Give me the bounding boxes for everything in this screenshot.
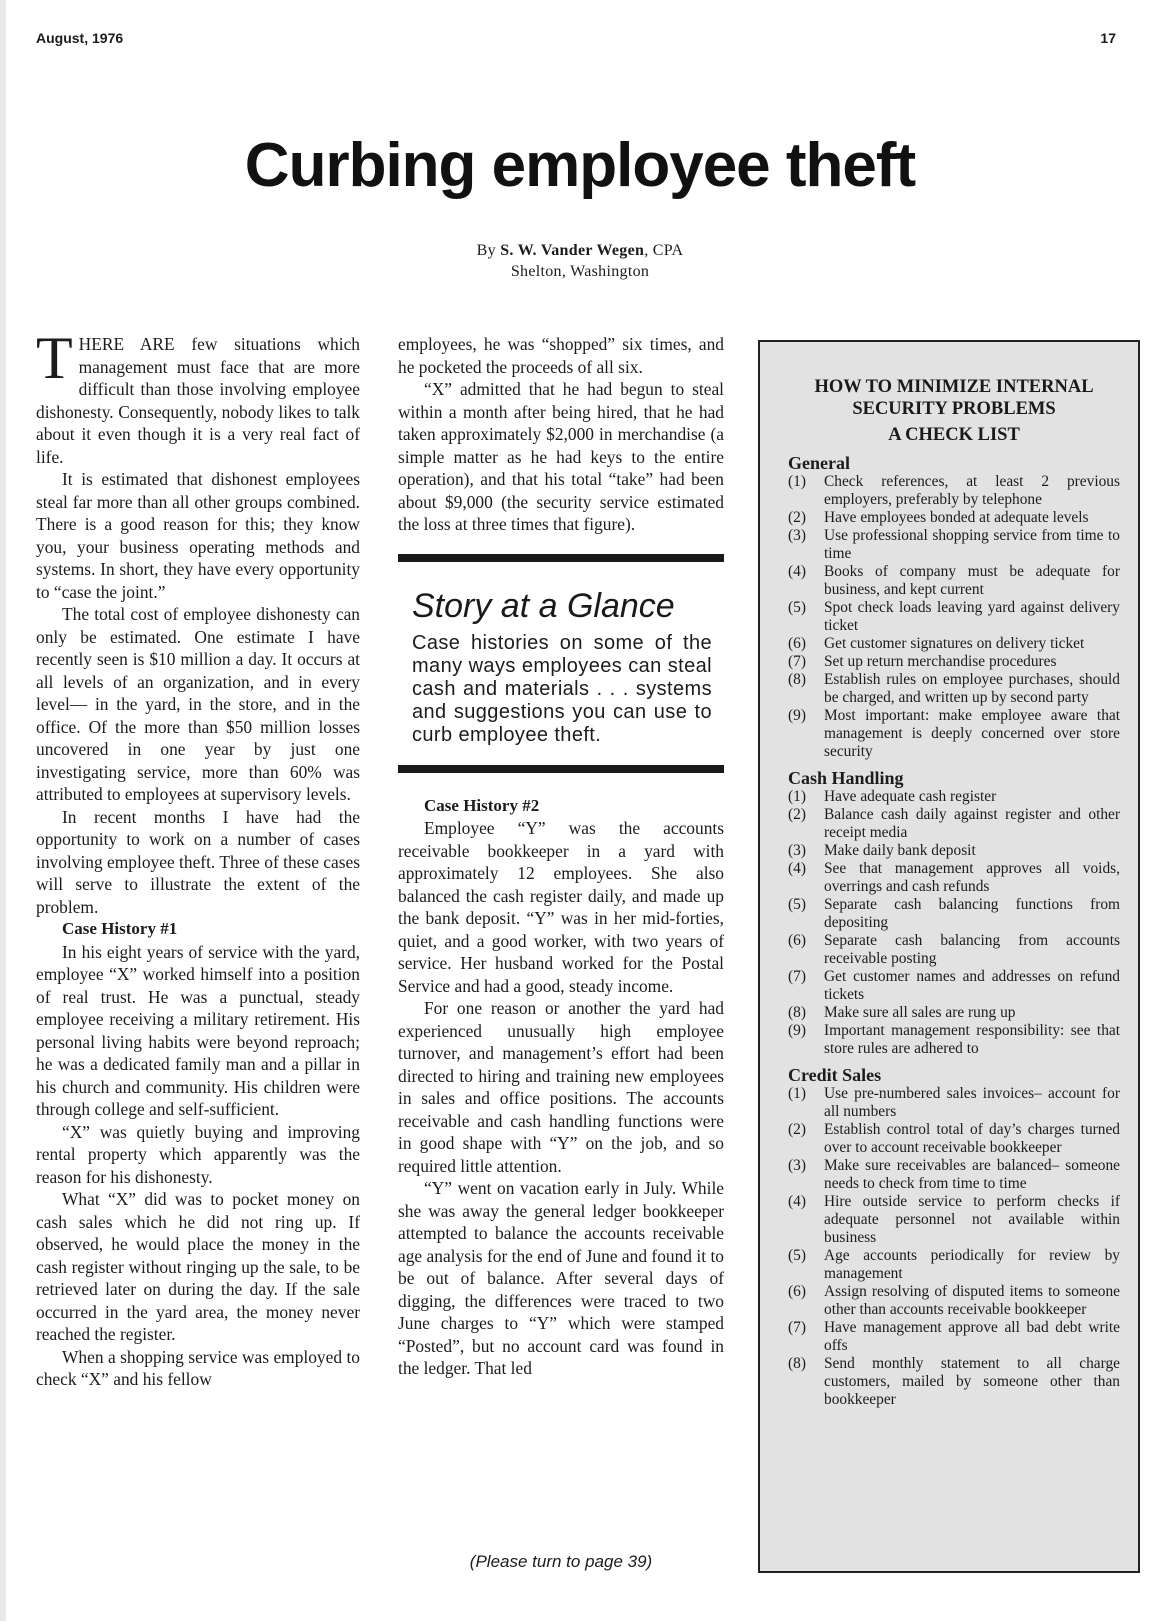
checklist-item-number: (8) xyxy=(788,1355,806,1372)
checklist-item-number: (3) xyxy=(788,1157,806,1174)
checklist-item xyxy=(788,860,1120,896)
case-history-1-heading: Case History #1 xyxy=(62,919,178,938)
glance-title: Story at a Glance xyxy=(412,586,675,625)
checklist-item-number: (4) xyxy=(788,860,806,877)
drop-cap: T xyxy=(36,325,73,391)
checklist-item-text: Get customer signatures on delivery ticket xyxy=(824,635,1085,652)
body-paragraph: In recent months I have had the opportunity to work on a number of cases involving employee theft. Three of these cases will serve to illustrate the extent of the problem. xyxy=(36,806,360,917)
checklist-item xyxy=(788,1121,1120,1157)
checklist-item xyxy=(788,563,1120,599)
body-paragraph: For one reason or another the yard had experienced unusually high employee turnover, and management’s effort had been directed to hiring and training new employees in sales and office positions. The accounts receivable and cash handling functions were in good shape with “Y” on the job, and so required little attention. xyxy=(398,998,724,1176)
checklist-item-number: (6) xyxy=(788,932,806,949)
running-head xyxy=(36,30,1116,46)
issue-date: August, 1976 xyxy=(36,30,124,46)
body-paragraph: When a shopping service was employed to check “X” and his fellow xyxy=(36,1346,360,1389)
checklist-item xyxy=(788,1319,1120,1355)
checklist-item xyxy=(788,1247,1120,1283)
checklist-item xyxy=(788,707,1120,761)
checklist-sidebar xyxy=(758,340,1140,1573)
checklist-item-number: (8) xyxy=(788,671,806,688)
checklist-item-number: (7) xyxy=(788,968,806,985)
checklist-item-text: Spot check loads leaving yard against delivery ticket xyxy=(824,599,1120,634)
checklist-item xyxy=(788,1283,1120,1319)
checklist-item-number: (8) xyxy=(788,1004,806,1021)
checklist-item-number: (7) xyxy=(788,1319,806,1336)
checklist-item-text: Check references, at least 2 previous employers, preferably by telephone xyxy=(824,473,1120,508)
checklist-item-number: (4) xyxy=(788,1193,806,1210)
checklist-item-text: Have management approve all bad debt write offs xyxy=(824,1319,1120,1354)
checklist-item-number: (6) xyxy=(788,1283,806,1300)
checklist-item xyxy=(788,671,1120,707)
checklist-section-heading: Credit Sales xyxy=(788,1065,882,1085)
checklist-item-number: (9) xyxy=(788,707,806,724)
glance-top-rule xyxy=(398,554,724,562)
checklist-item-text: Establish rules on employee purchases, should be charged, and written up by second party xyxy=(824,671,1120,706)
glance-bottom-rule xyxy=(398,765,724,773)
checklist-item xyxy=(788,1193,1120,1247)
checklist-item-text: Use professional shopping service from time to time xyxy=(824,527,1120,562)
glance-text: Case histories on some of the many ways employees can steal cash and materials . . . systems and suggestions you can use to curb employee theft. xyxy=(412,631,712,746)
checklist-item-text: Balance cash daily against register and other receipt media xyxy=(824,806,1120,841)
checklist-item-text: Important management responsibility: see that store rules are adhered to xyxy=(824,1022,1120,1057)
checklist-item-text: Assign resolving of disputed items to someone other than accounts receivable bookkeeper xyxy=(824,1283,1120,1318)
checklist-item-text: Establish control total of day’s charges turned over to account receivable bookkeeper xyxy=(824,1121,1120,1156)
checklist-title-line2: SECURITY PROBLEMS xyxy=(852,399,1056,419)
checklist-item-text: Books of company must be adequate for business, and kept current xyxy=(824,563,1120,598)
checklist-item-number: (2) xyxy=(788,806,806,823)
checklist-item xyxy=(788,509,1120,527)
checklist-item-text: Separate cash balancing functions from depositing xyxy=(824,896,1120,931)
checklist-item-text: Most important: make employee aware that management is deeply concerned over store security xyxy=(824,707,1120,760)
byline-prefix: By xyxy=(476,242,501,259)
checklist-item-number: (7) xyxy=(788,653,806,670)
body-paragraph: “X” was quietly buying and improving rental property which apparently was the reason for his dishonesty. xyxy=(36,1121,360,1187)
author-name: S. W. Vander Wegen xyxy=(500,242,645,259)
body-paragraph: “X” admitted that he had begun to steal within a month after being hired, that he had taken approximately $2,000 in merchandise (a simple matter as he had keys to the entire operation), and that his total “take” had been about $9,000 (the security service estimated the loss at three times that figure). xyxy=(398,379,724,534)
body-paragraph: It is estimated that dishonest employees steal far more than all other groups combined. There is a good reason for this; they know you, your business operating methods and systems. In short, they have every opportunity to “case the joint.” xyxy=(36,469,360,602)
checklist-item xyxy=(788,1157,1120,1193)
checklist-item xyxy=(788,653,1120,671)
checklist-section-heading: Cash Handling xyxy=(788,768,904,788)
checklist-item-text: Make sure all sales are rung up xyxy=(824,1004,1016,1021)
body-paragraph: “Y” went on vacation early in July. While she was away the general ledger bookkeeper attempted to balance the accounts receivable age analysis for the end of June and found it to be out of balance. After several days of digging, the differences were traced to two June charges to “Y” which were stamped “Posted”, but no account card was found in the ledger. That led xyxy=(398,1178,724,1378)
checklist-item-number: (5) xyxy=(788,599,806,616)
checklist-item-text: Separate cash balancing from accounts receivable posting xyxy=(824,932,1120,967)
checklist-item-number: (2) xyxy=(788,1121,806,1138)
continued-notice: (Please turn to page 39) xyxy=(469,1552,653,1571)
checklist-item-number: (9) xyxy=(788,1022,806,1039)
body-paragraph: In his eight years of service with the yard, employee “X” worked himself into a position of real trust. He was a punctual, steady employee receiving a military retirement. His personal living habits were beyond reproach; he was a dedicated family man and a pillar in his church and community. His children were through college and self-sufficient. xyxy=(36,941,360,1119)
checklist-item-text: Use pre-numbered sales invoices– account for all numbers xyxy=(824,1085,1120,1120)
checklist-item-text: Age accounts periodically for review by management xyxy=(824,1247,1120,1282)
checklist-item xyxy=(788,896,1120,932)
left-column xyxy=(36,325,360,1391)
checklist-item-text: Get customer names and addresses on refund tickets xyxy=(824,968,1120,1003)
checklist-item xyxy=(788,1355,1120,1409)
checklist-item xyxy=(788,1004,1120,1022)
checklist-item-number: (1) xyxy=(788,473,806,490)
middle-column xyxy=(398,333,724,1380)
checklist-subtitle: A CHECK LIST xyxy=(888,425,1020,445)
checklist-sections xyxy=(788,454,1120,1409)
checklist-item-number: (6) xyxy=(788,635,806,652)
byline xyxy=(0,240,1160,282)
case-history-2-heading: Case History #2 xyxy=(424,795,540,815)
checklist-item-number: (5) xyxy=(788,1247,806,1264)
story-at-a-glance xyxy=(398,586,724,747)
checklist-title-line1: HOW TO MINIMIZE INTERNAL xyxy=(814,377,1094,397)
checklist-item-text: Make daily bank deposit xyxy=(824,842,976,859)
body-paragraph: The total cost of employee dishonesty can only be estimated. One estimate I have recently seen is $10 million a day. It occurs at all levels of an organization, and in every level— in the yard, in the store, and in the office. Of the more than $50 million losses uncovered in one year by just one investigating service, more than 60% was attributed to employees at supervisory levels. xyxy=(36,604,360,804)
checklist-item-text: See that management approves all voids, overrings and cash refunds xyxy=(824,860,1120,895)
checklist-item-number: (5) xyxy=(788,896,806,913)
checklist-item-text: Have employees bonded at adequate levels xyxy=(824,509,1089,526)
checklist-item xyxy=(788,932,1120,968)
checklist-item-text: Have adequate cash register xyxy=(824,788,997,805)
checklist-item xyxy=(788,806,1120,842)
checklist-item xyxy=(788,788,1120,806)
author-credential: , CPA xyxy=(644,242,684,259)
checklist-item xyxy=(788,527,1120,563)
body-paragraph: Employee “Y” was the accounts receivable bookkeeper in a yard with approximately 12 employees. She also balanced the cash register daily, and made up the bank deposit. “Y” was in her mid-forties, quiet, and a good worker, with two years of service. Her husband worked for the Postal Service and had a good, steady income. xyxy=(398,818,724,996)
body-paragraph: employees, he was “shopped” six times, and he pocketed the proceeds of all six. xyxy=(398,334,724,377)
checklist-item-number: (3) xyxy=(788,527,806,544)
checklist-item xyxy=(788,635,1120,653)
article-title: Curbing employee theft xyxy=(244,131,916,200)
body-paragraph: What “X” did was to pocket money on cash sales which he did not ring up. If observed, he would place the money in the cash register without ringing up the sale, to be retrieved later on during the day. If the sale occurred in the yard area, the money never reached the register. xyxy=(36,1189,360,1344)
intro-paragraph: THERE ARE few situations which management must face that are more difficult than those involving employee dishonesty. Consequently, nobody likes to talk about it even though it is a very real fact of life. xyxy=(36,325,360,467)
checklist-item-number: (1) xyxy=(788,788,806,805)
checklist-item-text: Set up return merchandise procedures xyxy=(824,653,1057,670)
checklist-item-number: (1) xyxy=(788,1085,806,1102)
author-location: Shelton, Washington xyxy=(510,263,650,280)
checklist-section-heading: General xyxy=(788,453,850,473)
checklist-item-number: (4) xyxy=(788,563,806,580)
checklist-item-text: Send monthly statement to all charge customers, mailed by someone other than bookkeeper xyxy=(824,1355,1120,1408)
checklist-item xyxy=(788,968,1120,1004)
checklist-item xyxy=(788,842,1120,860)
checklist-item-number: (2) xyxy=(788,509,806,526)
checklist-item xyxy=(788,473,1120,509)
checklist-item-text: Hire outside service to perform checks if adequate personnel not available within business xyxy=(824,1193,1120,1246)
checklist-item xyxy=(788,1022,1120,1058)
checklist-item-text: Make sure receivables are balanced– someone needs to check from time to time xyxy=(824,1157,1120,1192)
page-number: 17 xyxy=(1100,30,1116,46)
checklist-item-number: (3) xyxy=(788,842,806,859)
checklist-item xyxy=(788,1085,1120,1121)
checklist-item xyxy=(788,599,1120,635)
